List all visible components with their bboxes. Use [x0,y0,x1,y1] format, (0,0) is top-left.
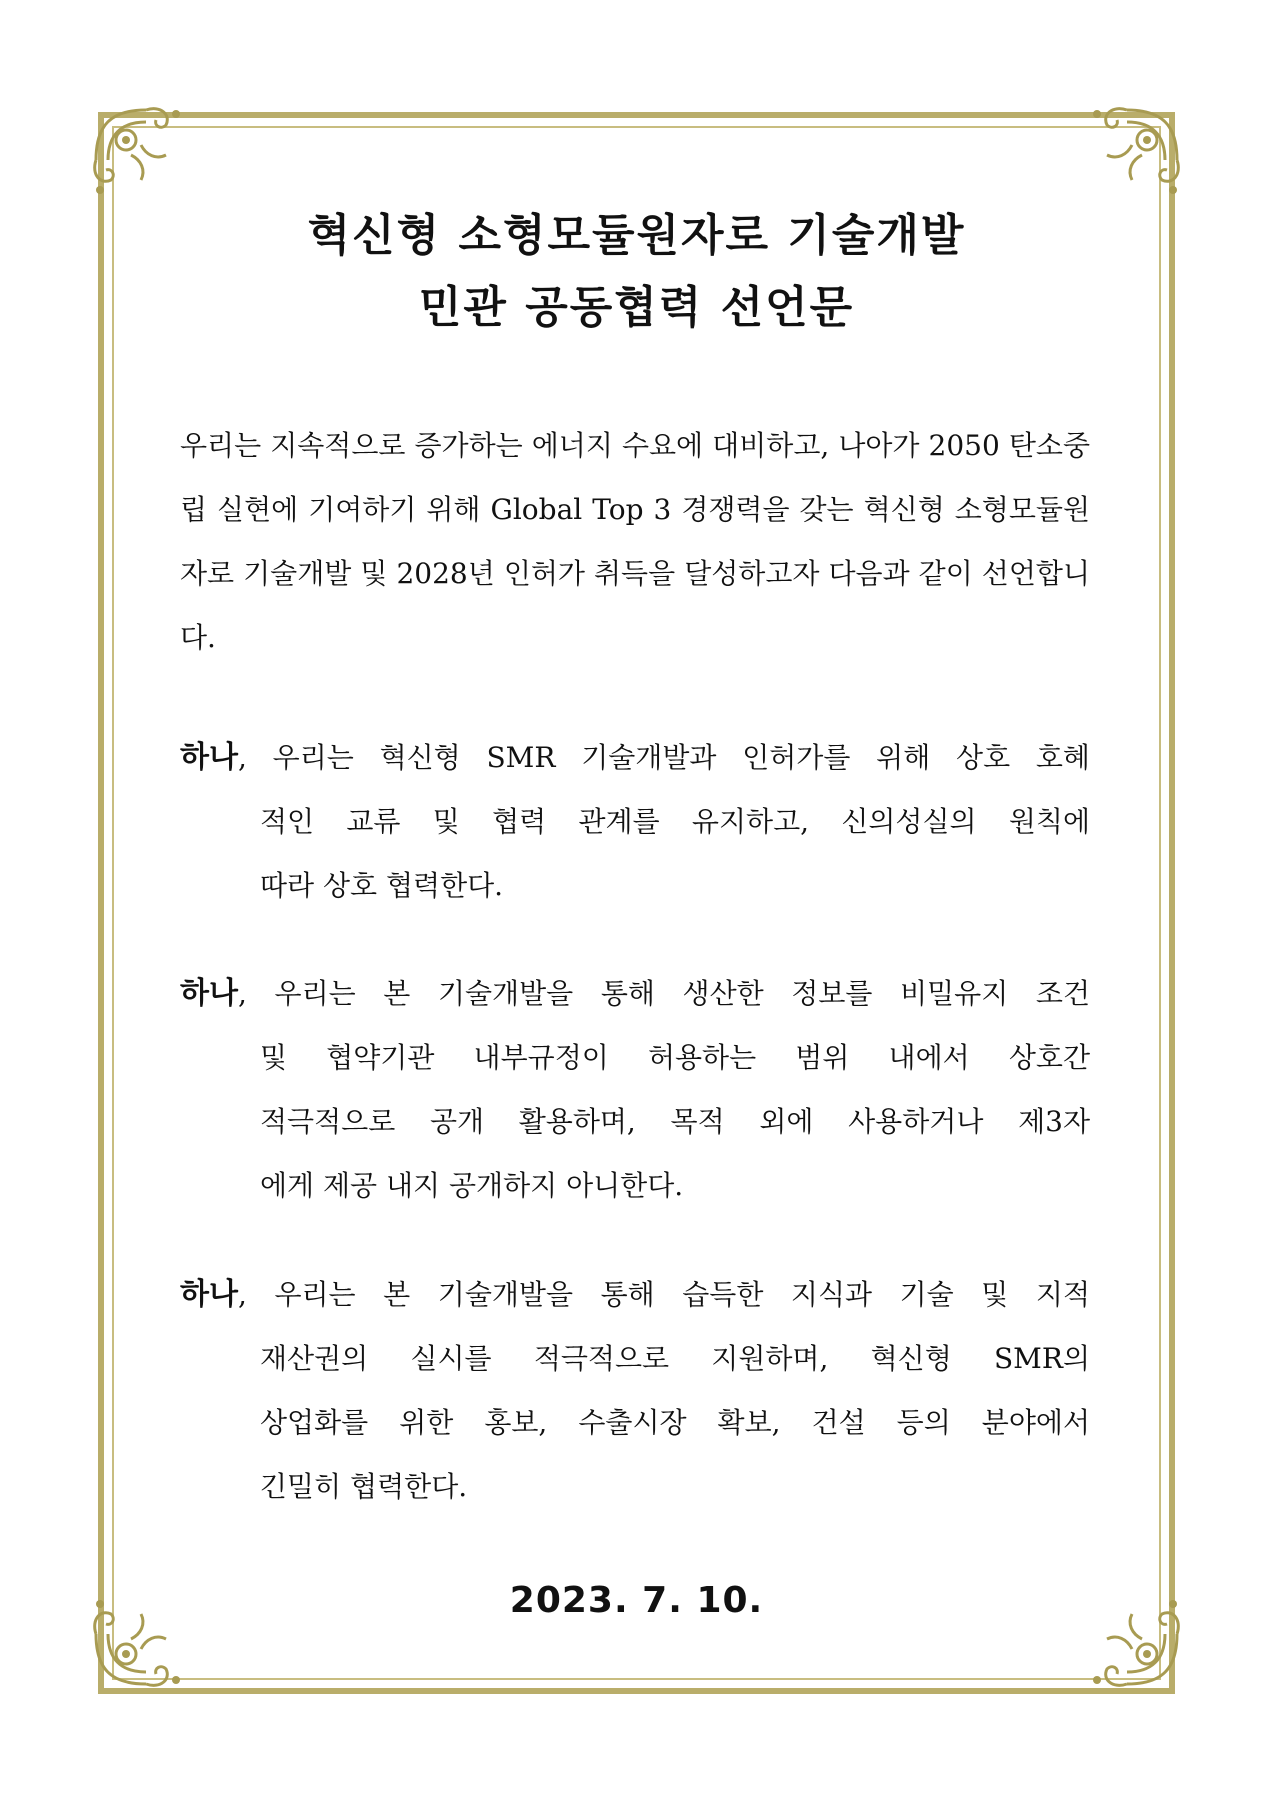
pledge-line: 적극적으로 공개 활용하며, 목적 외에 사용하거나 제3자 [260,1105,1090,1138]
pledge-text [238,726,1090,790]
pledge-label: 하나 [180,976,238,1011]
pledge-text [238,962,1090,1026]
pledge-line: 재산권의 실시를 적극적으로 지원하며, 혁신형 SMR의 [260,1342,1090,1375]
pledge-line: , 우리는 본 기술개발을 통해 생산한 정보를 비밀유지 조건 [238,977,1090,1010]
pledge-label: 하나 [180,740,238,775]
pledge-line: 상업화를 위한 홍보, 수출시장 확보, 건설 등의 분야에서 [260,1406,1090,1439]
pledge-line: 적인 교류 및 협력 관계를 유지하고, 신의성실의 원칙에 [260,805,1090,838]
pledge-line: , 우리는 본 기술개발을 통해 습득한 지식과 기술 및 지적 [238,1278,1090,1311]
document-title [150,200,1123,344]
pledge-line: 에게 제공 내지 공개하지 아니한다. [260,1169,684,1202]
pledge-text [260,790,1090,918]
pledge-line: , 우리는 혁신형 SMR 기술개발과 인허가를 위해 상호 호혜 [238,741,1090,774]
pledge-line: 및 협약기관 내부규정이 허용하는 범위 내에서 상호간 [260,1041,1090,1074]
title-line-2: 민관 공동협력 선언문 [418,282,855,333]
title-line-1: 혁신형 소형모듈원자로 기술개발 [307,210,966,261]
intro-paragraph: 우리는 지속적으로 증가하는 에너지 수요에 대비하고, 나아가 2050 탄소중립 실현에 기여하기 위해 Global Top 3 경쟁력을 갖는 혁신형 소형모듈원자로 기술개발 및 2028년 인허가 취득을 달성하고자 다음과 같이 선언합니다. [180,429,1090,654]
pledge-text [260,1026,1090,1218]
pledge-text [238,1263,1090,1327]
declaration-date: 2023. 7. 10. [509,1580,764,1621]
pledge-text [260,1327,1090,1519]
pledge-line: 긴밀히 협력한다. [260,1470,468,1503]
pledge-label: 하나 [180,1277,238,1312]
pledge-line: 따라 상호 협력한다. [260,869,504,902]
